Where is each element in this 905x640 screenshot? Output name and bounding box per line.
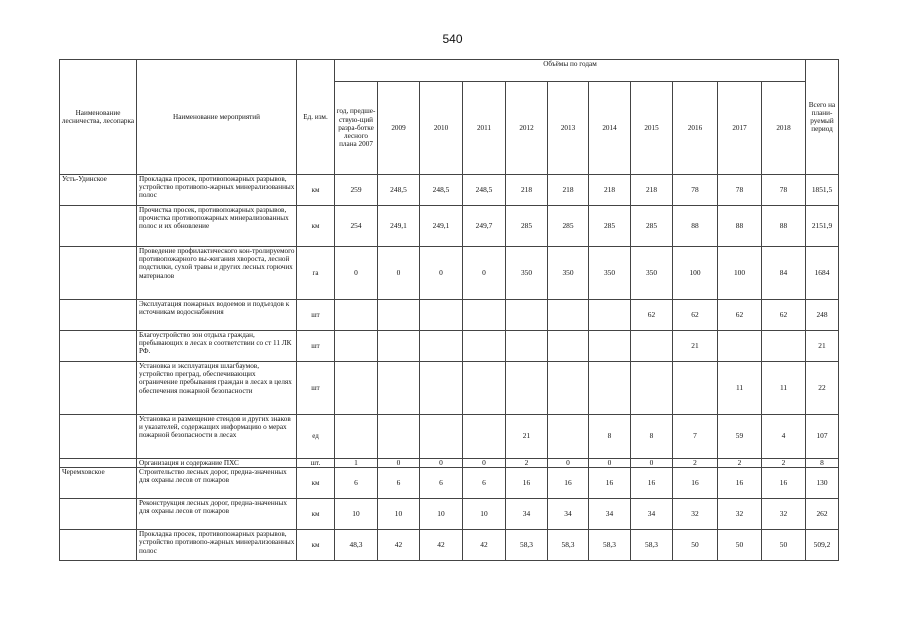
total-cell: 2151,9 xyxy=(806,206,839,247)
header-year-2009: 2009 xyxy=(378,82,420,175)
table-row xyxy=(60,362,839,415)
year-value-cell: 0 xyxy=(378,247,420,300)
year-value-cell xyxy=(463,300,506,331)
activity-cell: Эксплуатация пожарных водоемов и подъездов к источникам водоснабжения xyxy=(137,300,297,331)
previous-year-cell xyxy=(335,415,378,459)
year-value-cell: 42 xyxy=(420,530,463,561)
table-row xyxy=(60,468,839,499)
year-value-cell: 0 xyxy=(463,247,506,300)
year-value-cell: 34 xyxy=(631,499,673,530)
header-year-2014: 2014 xyxy=(589,82,631,175)
year-value-cell: 78 xyxy=(673,175,718,206)
year-value-cell: 16 xyxy=(673,468,718,499)
table-row xyxy=(60,175,839,206)
total-cell: 22 xyxy=(806,362,839,415)
previous-year-cell: 10 xyxy=(335,499,378,530)
year-value-cell xyxy=(378,331,420,362)
unit-cell: км xyxy=(297,468,335,499)
year-value-cell: 350 xyxy=(506,247,548,300)
year-value-cell xyxy=(463,362,506,415)
year-value-cell: 78 xyxy=(718,175,762,206)
activity-cell: Прокладка просек, противопожарных разрывов, устройство противопо-жарных минерализованных полос xyxy=(137,175,297,206)
year-value-cell xyxy=(673,362,718,415)
year-value-cell: 6 xyxy=(463,468,506,499)
year-value-cell: 285 xyxy=(589,206,631,247)
year-value-cell xyxy=(378,362,420,415)
year-value-cell: 42 xyxy=(378,530,420,561)
year-value-cell: 6 xyxy=(378,468,420,499)
year-value-cell: 0 xyxy=(631,459,673,468)
year-value-cell xyxy=(548,415,589,459)
header-year-2017: 2017 xyxy=(718,82,762,175)
unit-cell: км xyxy=(297,175,335,206)
table-row xyxy=(60,499,839,530)
year-value-cell: 58,3 xyxy=(589,530,631,561)
forestry-cell xyxy=(60,530,137,561)
header-total: Всего на плани-руемый период xyxy=(806,60,839,175)
year-value-cell xyxy=(420,415,463,459)
year-value-cell: 0 xyxy=(463,459,506,468)
year-value-cell: 34 xyxy=(589,499,631,530)
year-value-cell: 21 xyxy=(673,331,718,362)
year-value-cell xyxy=(506,331,548,362)
total-cell: 1684 xyxy=(806,247,839,300)
year-value-cell: 218 xyxy=(631,175,673,206)
page-number: 540 xyxy=(442,32,463,46)
year-value-cell: 2 xyxy=(762,459,806,468)
forestry-cell xyxy=(60,362,137,415)
forestry-cell: Черемховское xyxy=(60,468,137,499)
year-value-cell: 32 xyxy=(718,499,762,530)
table-row xyxy=(60,247,839,300)
year-value-cell xyxy=(631,362,673,415)
year-value-cell: 59 xyxy=(718,415,762,459)
year-value-cell: 10 xyxy=(378,499,420,530)
year-value-cell xyxy=(463,331,506,362)
forestry-cell xyxy=(60,415,137,459)
year-value-cell: 34 xyxy=(506,499,548,530)
unit-cell: шт xyxy=(297,300,335,331)
year-value-cell: 62 xyxy=(718,300,762,331)
activity-cell: Прокладка просек, противопожарных разрывов, устройство противопо-жарных минерализованных полос xyxy=(137,530,297,561)
year-value-cell: 0 xyxy=(420,459,463,468)
table-row xyxy=(60,415,839,459)
unit-cell: ед xyxy=(297,415,335,459)
year-value-cell xyxy=(548,331,589,362)
year-value-cell xyxy=(589,362,631,415)
total-cell: 130 xyxy=(806,468,839,499)
year-value-cell: 58,3 xyxy=(506,530,548,561)
forestry-cell xyxy=(60,300,137,331)
year-value-cell: 350 xyxy=(589,247,631,300)
year-value-cell xyxy=(378,415,420,459)
year-value-cell: 8 xyxy=(589,415,631,459)
header-year-2012: 2012 xyxy=(506,82,548,175)
year-value-cell: 0 xyxy=(420,247,463,300)
year-value-cell: 58,3 xyxy=(548,530,589,561)
table-row xyxy=(60,530,839,561)
year-value-cell: 2 xyxy=(718,459,762,468)
year-value-cell xyxy=(548,362,589,415)
year-value-cell: 16 xyxy=(631,468,673,499)
year-value-cell: 218 xyxy=(589,175,631,206)
year-value-cell: 78 xyxy=(762,175,806,206)
year-value-cell: 84 xyxy=(762,247,806,300)
previous-year-cell xyxy=(335,300,378,331)
unit-cell: га xyxy=(297,247,335,300)
forestry-cell xyxy=(60,499,137,530)
year-value-cell xyxy=(548,300,589,331)
unit-cell: км xyxy=(297,530,335,561)
year-value-cell: 0 xyxy=(589,459,631,468)
year-value-cell: 285 xyxy=(631,206,673,247)
year-value-cell: 350 xyxy=(631,247,673,300)
year-value-cell: 285 xyxy=(548,206,589,247)
year-value-cell: 249,1 xyxy=(420,206,463,247)
activity-cell: Организация и содержание ПХС xyxy=(137,459,297,468)
activity-cell: Прочистка просек, противопожарных разрывов, прочистка противопожарных минерализованных полос и их обновление xyxy=(137,206,297,247)
year-value-cell: 88 xyxy=(718,206,762,247)
activity-cell: Строительство лесных дорог, предна-значенных для охраны лесов от пожаров xyxy=(137,468,297,499)
year-value-cell: 16 xyxy=(718,468,762,499)
total-cell: 509,2 xyxy=(806,530,839,561)
year-value-cell: 50 xyxy=(718,530,762,561)
year-value-cell: 0 xyxy=(378,459,420,468)
activity-cell: Благоустройство зон отдыха граждан, пребывающих в лесах в соответствии со ст 11 ЛК РФ. xyxy=(137,331,297,362)
year-value-cell: 62 xyxy=(631,300,673,331)
activity-cell: Реконструкция лесных дорог, предна-значенных для охраны лесов от пожаров xyxy=(137,499,297,530)
year-value-cell: 10 xyxy=(420,499,463,530)
year-value-cell xyxy=(463,415,506,459)
previous-year-cell: 259 xyxy=(335,175,378,206)
activity-cell: Установка и размещение стендов и других знаков и указателей, содержащих информацию о мерах пожарной безопасности в лесах xyxy=(137,415,297,459)
year-value-cell: 218 xyxy=(548,175,589,206)
year-value-cell: 10 xyxy=(463,499,506,530)
unit-cell: шт xyxy=(297,362,335,415)
year-value-cell: 34 xyxy=(548,499,589,530)
year-value-cell xyxy=(718,331,762,362)
year-value-cell: 249,7 xyxy=(463,206,506,247)
fire-prevention-table xyxy=(59,59,839,561)
table-row xyxy=(60,300,839,331)
year-value-cell: 2 xyxy=(506,459,548,468)
year-value-cell: 11 xyxy=(718,362,762,415)
year-value-cell: 6 xyxy=(420,468,463,499)
year-value-cell: 62 xyxy=(762,300,806,331)
forestry-cell xyxy=(60,247,137,300)
year-value-cell: 32 xyxy=(673,499,718,530)
forestry-cell xyxy=(60,206,137,247)
year-value-cell: 248,5 xyxy=(420,175,463,206)
year-value-cell: 4 xyxy=(762,415,806,459)
previous-year-cell: 48,3 xyxy=(335,530,378,561)
total-cell: 248 xyxy=(806,300,839,331)
year-value-cell: 100 xyxy=(718,247,762,300)
unit-cell: км xyxy=(297,206,335,247)
year-value-cell: 0 xyxy=(548,459,589,468)
previous-year-cell: 0 xyxy=(335,247,378,300)
previous-year-cell xyxy=(335,362,378,415)
year-value-cell: 88 xyxy=(762,206,806,247)
year-value-cell: 42 xyxy=(463,530,506,561)
year-value-cell: 32 xyxy=(762,499,806,530)
year-value-cell xyxy=(420,331,463,362)
header-previous-year: год, предше-ствую-щий разра-ботке лесного плана 2007 xyxy=(335,82,378,175)
year-value-cell: 16 xyxy=(548,468,589,499)
unit-cell: шт. xyxy=(297,459,335,468)
year-value-cell: 16 xyxy=(589,468,631,499)
table-row xyxy=(60,206,839,247)
header-year-2016: 2016 xyxy=(673,82,718,175)
previous-year-cell xyxy=(335,331,378,362)
previous-year-cell: 1 xyxy=(335,459,378,468)
header-unit: Ед. изм. xyxy=(297,60,335,175)
year-value-cell: 16 xyxy=(762,468,806,499)
year-value-cell: 58,3 xyxy=(631,530,673,561)
header-activity: Наименование мероприятий xyxy=(137,60,297,175)
year-value-cell: 50 xyxy=(762,530,806,561)
year-value-cell xyxy=(506,362,548,415)
forestry-cell: Усть-Удинское xyxy=(60,175,137,206)
year-value-cell: 248,5 xyxy=(378,175,420,206)
year-value-cell: 16 xyxy=(506,468,548,499)
header-year-2011: 2011 xyxy=(463,82,506,175)
year-value-cell xyxy=(420,362,463,415)
year-value-cell xyxy=(631,331,673,362)
year-value-cell: 350 xyxy=(548,247,589,300)
total-cell: 1851,5 xyxy=(806,175,839,206)
year-value-cell xyxy=(589,331,631,362)
header-year-2015: 2015 xyxy=(631,82,673,175)
activity-cell: Установка и эксплуатация шлагбаумов, устройство преград, обеспечивающих ограничение пребывания граждан в лесах в целях обеспечения пожарной безопасности xyxy=(137,362,297,415)
year-value-cell: 88 xyxy=(673,206,718,247)
total-cell: 262 xyxy=(806,499,839,530)
year-value-cell xyxy=(378,300,420,331)
year-value-cell: 7 xyxy=(673,415,718,459)
total-cell: 21 xyxy=(806,331,839,362)
year-value-cell: 21 xyxy=(506,415,548,459)
unit-cell: км xyxy=(297,499,335,530)
year-value-cell: 50 xyxy=(673,530,718,561)
table-row xyxy=(60,331,839,362)
previous-year-cell: 6 xyxy=(335,468,378,499)
year-value-cell: 11 xyxy=(762,362,806,415)
total-cell: 8 xyxy=(806,459,839,468)
year-value-cell: 62 xyxy=(673,300,718,331)
header-year-2013: 2013 xyxy=(548,82,589,175)
forestry-cell xyxy=(60,331,137,362)
header-year-2010: 2010 xyxy=(420,82,463,175)
year-value-cell: 248,5 xyxy=(463,175,506,206)
table-row xyxy=(60,459,839,468)
unit-cell: шт xyxy=(297,331,335,362)
year-value-cell xyxy=(420,300,463,331)
header-volumes-by-year: Объёмы по годам xyxy=(335,60,806,82)
total-cell: 107 xyxy=(806,415,839,459)
year-value-cell: 2 xyxy=(673,459,718,468)
year-value-cell: 100 xyxy=(673,247,718,300)
year-value-cell: 285 xyxy=(506,206,548,247)
year-value-cell: 8 xyxy=(631,415,673,459)
activity-cell: Проведение профилактического кон-тролируемого противопожарного вы-жигания хвороста, лесной подстилки, сухой травы и других лесных горючих материалов xyxy=(137,247,297,300)
year-value-cell xyxy=(506,300,548,331)
year-value-cell: 218 xyxy=(506,175,548,206)
previous-year-cell: 254 xyxy=(335,206,378,247)
header-forestry: Наименование лесничества, лесопарка xyxy=(60,60,137,175)
header-year-2018: 2018 xyxy=(762,82,806,175)
year-value-cell: 249,1 xyxy=(378,206,420,247)
year-value-cell xyxy=(589,300,631,331)
forestry-cell xyxy=(60,459,137,468)
year-value-cell xyxy=(762,331,806,362)
